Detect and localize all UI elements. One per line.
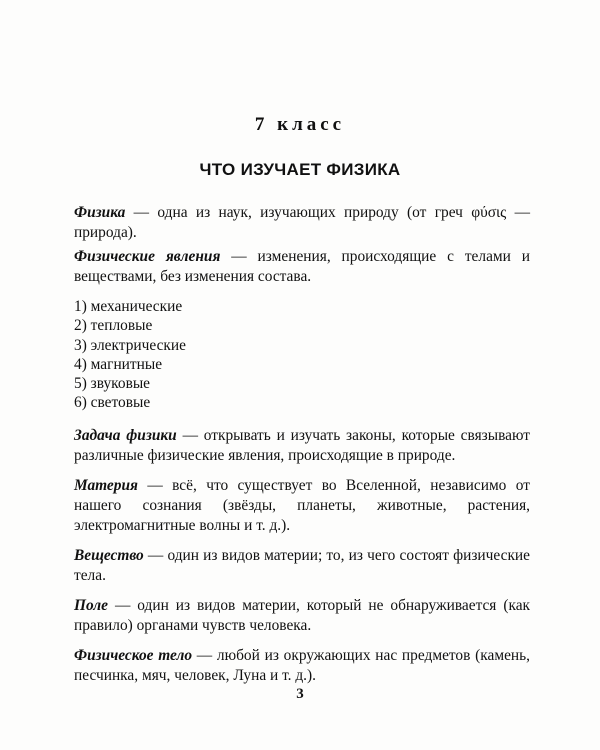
term-field: Поле	[74, 596, 109, 614]
phenomena-list	[74, 297, 530, 413]
definition-physics	[74, 203, 530, 243]
page-number: 3	[296, 686, 304, 702]
definition-substance-text: — один из видов материи; то, из чего состоят физические тела.	[74, 546, 530, 584]
definition-field-text: — один из видов материи, который не обнаруживается (как правило) органами чувств человека.	[74, 596, 530, 634]
definition-task-text: — открывать и изучать законы, которые связывают различные физические явления, происходящие в природе.	[74, 426, 530, 464]
list-item: 2) тепловые	[74, 317, 153, 335]
term-phenomena: Физические явления	[74, 248, 221, 265]
list-item: 4) магнитные	[74, 355, 163, 373]
term-body: Физическое тело	[74, 646, 193, 664]
list-item: 3) электрические	[74, 336, 186, 354]
page-title: ЧТО ИЗУЧАЕТ ФИЗИКА	[199, 160, 401, 179]
definition-body	[74, 646, 530, 686]
definition-substance	[74, 546, 530, 586]
definition-field	[74, 596, 530, 636]
term-matter: Материя	[74, 476, 138, 494]
grade-heading: 7 класс	[254, 114, 346, 135]
list-item: 1) механические	[74, 298, 183, 315]
definition-phenomena-text: — изменения, происходящие с телами и веществами, без изменения состава.	[74, 248, 530, 285]
list-item: 5) звуковые	[74, 375, 151, 393]
definition-matter-text: — всё, что существует во Вселенной, независимо от нашего сознания (звёзды, планеты, животные, растения, электромагнитные волны и т. д.).	[74, 476, 530, 534]
term-physics: Физика	[74, 204, 126, 221]
definition-task	[74, 426, 530, 466]
list-item: 6) световые	[74, 394, 151, 412]
definition-phenomena	[74, 247, 530, 287]
definition-body-text: — любой из окружающих нас предметов (камень, песчинка, мяч, человек, Луна и т. д.).	[74, 646, 530, 684]
term-task: Задача физики	[74, 426, 177, 444]
definition-matter	[74, 476, 530, 536]
page-content	[74, 203, 530, 686]
definition-physics-text: — одна из наук, изучающих природу (от греч φύσις — природа).	[74, 204, 530, 241]
term-substance: Вещество	[74, 546, 144, 564]
